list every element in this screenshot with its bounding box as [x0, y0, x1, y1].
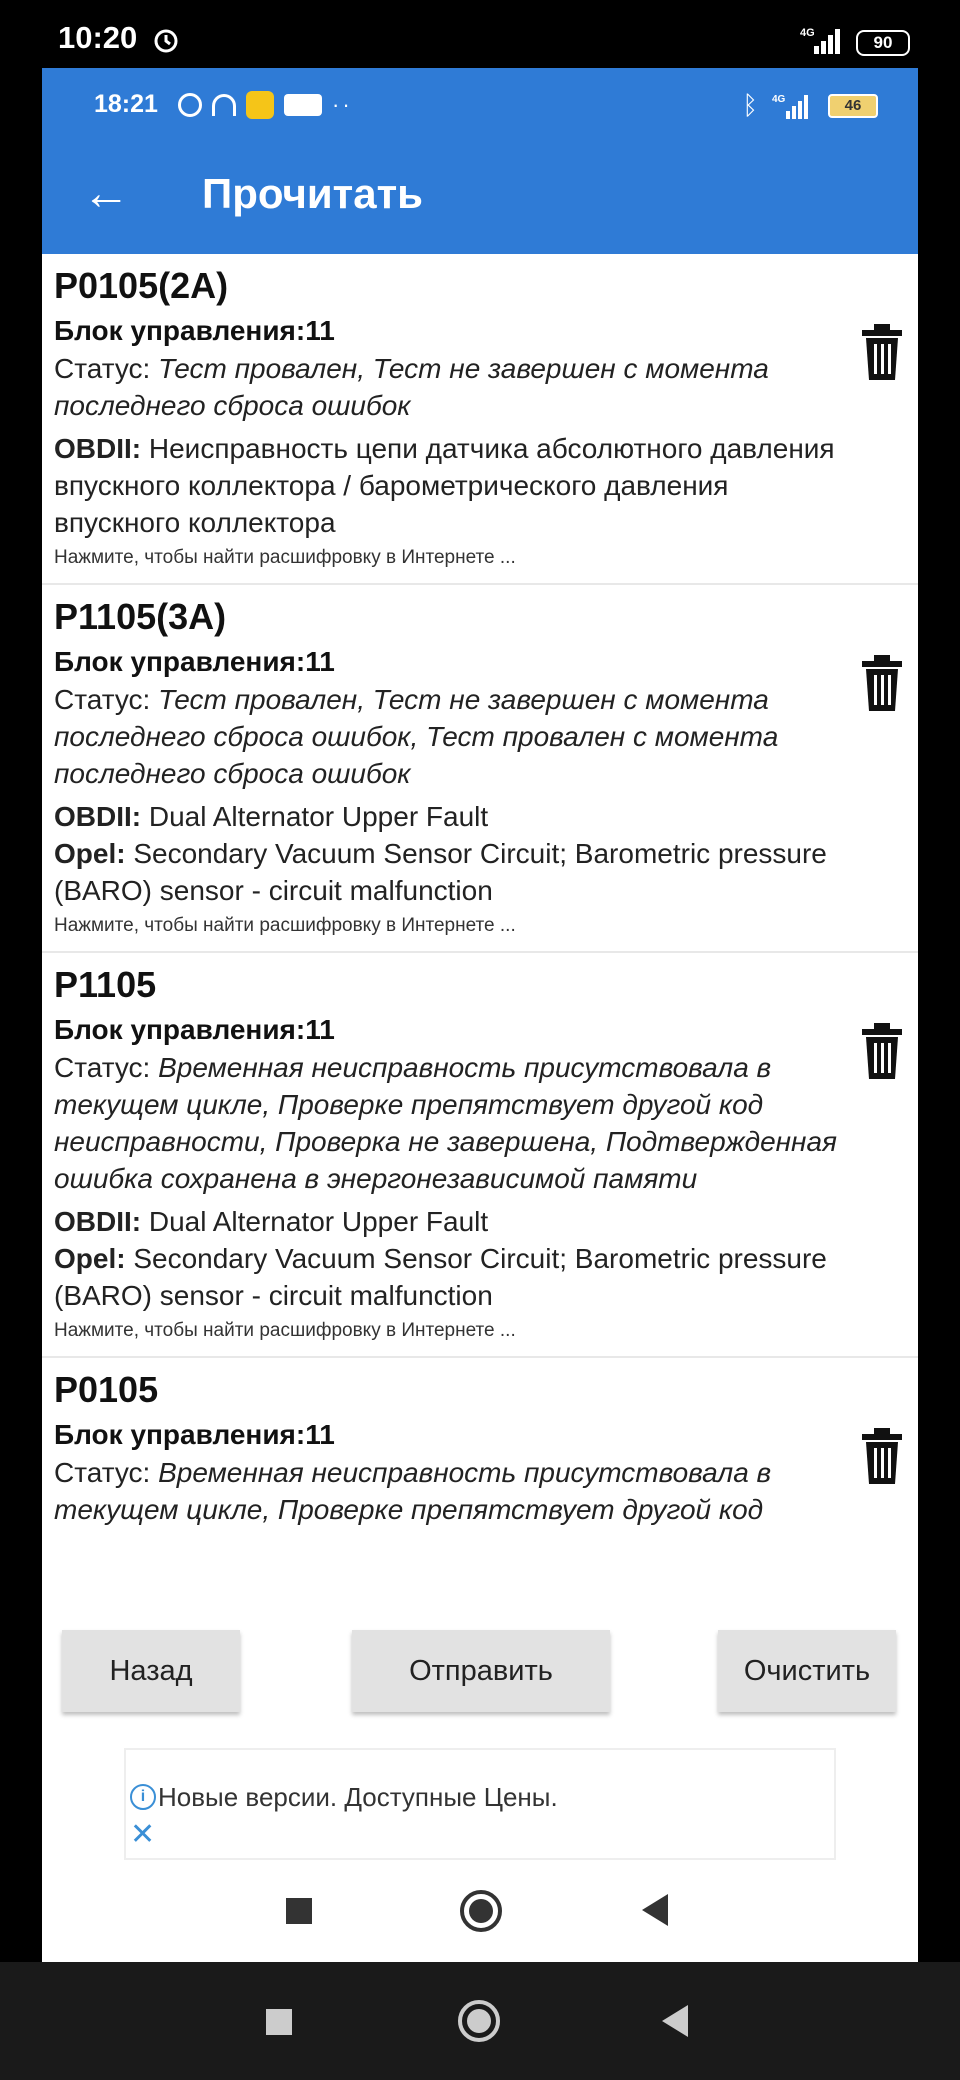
dtc-list	[42, 254, 918, 1652]
page-title: Прочитать	[202, 170, 423, 217]
info-icon[interactable]: i	[130, 1784, 156, 1810]
back-button[interactable]: Назад	[62, 1630, 240, 1712]
inner-clock: 18:21	[94, 90, 158, 118]
clear-button[interactable]: Очистить	[718, 1630, 896, 1712]
obd-description: OBDII: Dual Alternator Upper Fault	[54, 1206, 489, 1237]
back-arrow-icon[interactable]: ←	[82, 167, 130, 220]
signal-icon	[800, 26, 846, 54]
inner-nav-bar	[42, 1864, 918, 1962]
opel-description: Opel: Secondary Vacuum Sensor Circuit; Barometric pressure (BARO) sensor - circuit malfunction	[54, 838, 827, 906]
back-icon[interactable]	[642, 1894, 668, 1926]
inner-battery: 46	[828, 94, 878, 118]
headset-icon	[212, 94, 236, 116]
control-unit: Блок управления:11	[54, 1419, 335, 1450]
home-icon[interactable]	[460, 1890, 502, 1932]
list-item[interactable]	[42, 254, 918, 585]
recents-icon[interactable]	[266, 2009, 292, 2035]
opel-description: Opel: Secondary Vacuum Sensor Circuit; Barometric pressure (BARO) sensor - circuit malfunction	[54, 1243, 827, 1311]
inner-status-right	[742, 90, 878, 121]
inner-status-icons	[178, 90, 353, 120]
home-icon[interactable]	[458, 2000, 500, 2042]
list-item[interactable]	[42, 953, 918, 1358]
outer-nav-bar	[0, 1962, 960, 2080]
trash-icon[interactable]	[862, 324, 902, 380]
more-notifications-icon: ··	[332, 92, 353, 117]
app-bar	[42, 68, 918, 254]
ad-text[interactable]: Новые версии. Доступные Цены.	[158, 1782, 558, 1812]
status-text: Статус: Временная неисправность присутствовала в текущем цикле, Проверке препятствует другой код	[54, 1457, 772, 1525]
recents-icon[interactable]	[286, 1898, 312, 1924]
control-unit: Блок управления:11	[54, 315, 335, 346]
obd-description: OBDII: Dual Alternator Upper Fault	[54, 801, 489, 832]
status-text: Статус: Тест провален, Тест не завершен с момента последнего сброса ошибок, Тест провален с момента последнего сброса ошибок	[54, 684, 779, 789]
search-online-hint[interactable]: Нажмите, чтобы найти расшифровку в Интернете ...	[54, 1320, 516, 1341]
app-screen	[42, 68, 918, 1962]
send-button[interactable]: Отправить	[352, 1630, 610, 1712]
trash-icon[interactable]	[862, 655, 902, 711]
obd-description: OBDII: Неисправность цепи датчика абсолютного давления впускного коллектора / барометрического давления впускного коллектора	[54, 433, 835, 538]
list-item[interactable]	[42, 585, 918, 953]
trash-icon[interactable]	[862, 1023, 902, 1079]
outer-battery: 90	[856, 30, 910, 56]
outer-network-label: 4G	[800, 27, 815, 39]
close-icon[interactable]: ✕	[130, 1818, 156, 1851]
ad-banner[interactable]	[124, 1748, 836, 1860]
dtc-code: P0105	[54, 1369, 159, 1410]
inner-network-label: 4G	[772, 93, 786, 105]
back-icon[interactable]	[662, 2005, 688, 2037]
search-online-hint[interactable]: Нажмите, чтобы найти расшифровку в Интернете ...	[54, 547, 516, 568]
trash-icon[interactable]	[862, 1428, 902, 1484]
outer-clock: 10:20	[58, 20, 138, 55]
outer-status-bar	[0, 0, 960, 70]
status-text: Статус: Временная неисправность присутствовала в текущем цикле, Проверке препятствует другой код неисправности, Проверка не завершена, Подтвержденная ошибка сохранена в энергонезависимой памяти	[54, 1052, 837, 1194]
alarm-icon	[152, 26, 180, 54]
dtc-code: P0105(2A)	[54, 265, 229, 306]
engine-icon	[284, 94, 322, 116]
control-unit: Блок управления:11	[54, 1014, 335, 1045]
alarm-icon	[178, 93, 202, 117]
search-online-hint[interactable]: Нажмите, чтобы найти расшифровку в Интернете ...	[54, 915, 516, 936]
dtc-code: P1105	[54, 964, 157, 1005]
signal-icon	[772, 93, 814, 119]
dtc-code: P1105(3A)	[54, 596, 227, 637]
list-item[interactable]	[42, 1358, 918, 1540]
status-text: Статус: Тест провален, Тест не завершен с момента последнего сброса ошибок	[54, 353, 769, 421]
bluetooth-icon: ᛒ	[742, 90, 758, 120]
app-notification-icon	[246, 91, 274, 119]
control-unit: Блок управления:11	[54, 646, 335, 677]
